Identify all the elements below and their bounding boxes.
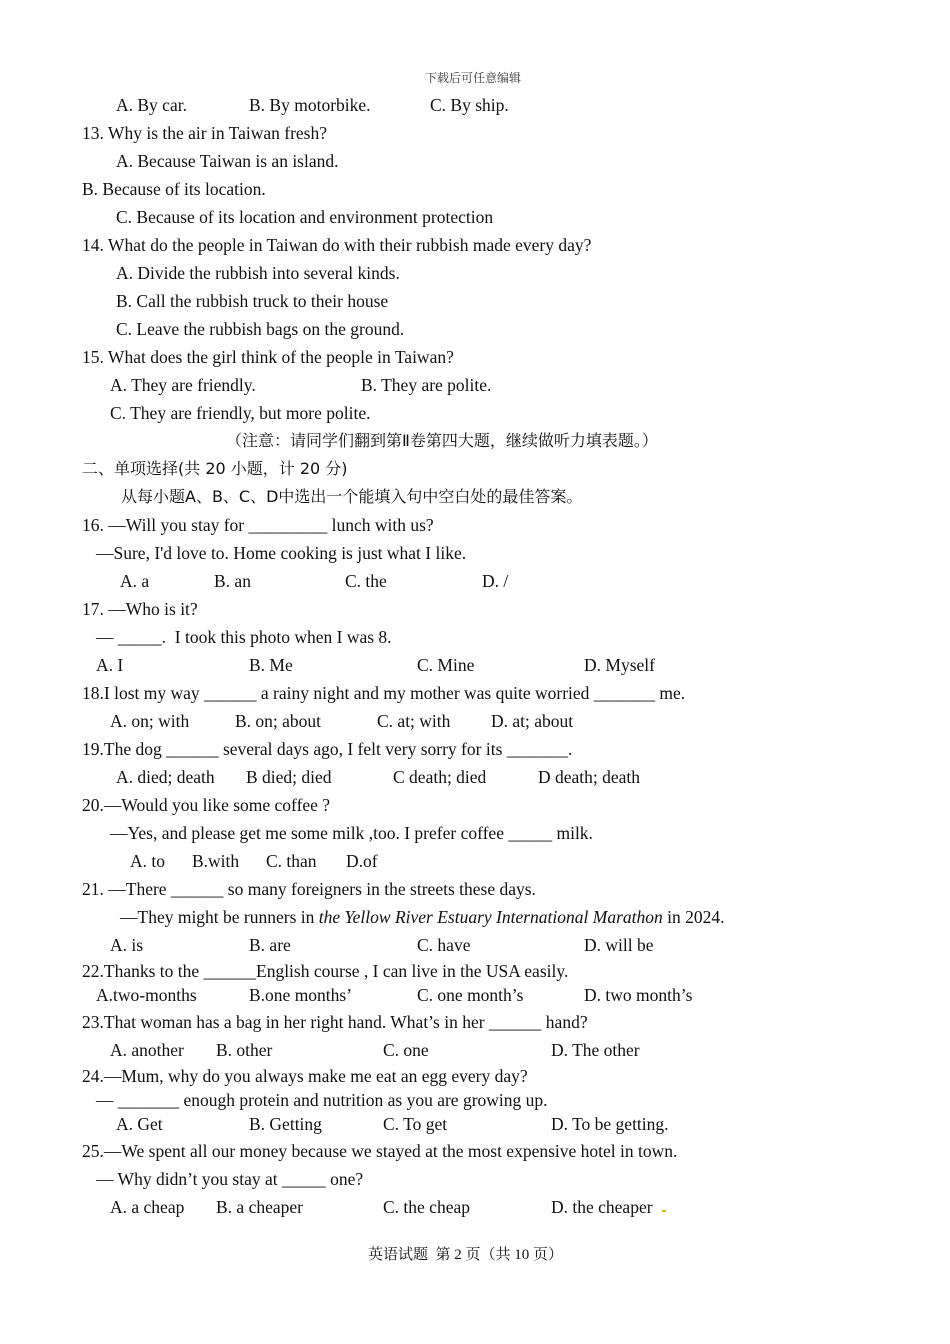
q16-reply: —Sure, I'd love to. Home cooking is just what I like. bbox=[96, 543, 467, 563]
q12-option-a: A. By car. bbox=[116, 95, 187, 115]
q20-stem: 20.—Would you like some coffee ? bbox=[82, 795, 331, 815]
q16-option-b: B. an bbox=[214, 571, 251, 591]
q24-option-a: A. Get bbox=[116, 1114, 163, 1134]
q21-event-name: the Yellow River Estuary International Marathon bbox=[318, 907, 663, 927]
q24-option-c: C. To get bbox=[383, 1114, 448, 1134]
header-note: 下载后可任意编辑 bbox=[425, 71, 522, 85]
q22-option-c: C. one month’s bbox=[417, 985, 524, 1005]
q17-option-a: A. I bbox=[96, 655, 124, 675]
q20-option-a: A. to bbox=[130, 851, 165, 871]
q20-option-c: C. than bbox=[266, 851, 317, 871]
q12-option-c: C. By ship. bbox=[430, 95, 509, 115]
q21-option-a: A. is bbox=[110, 935, 144, 955]
q18-option-d: D. at; about bbox=[491, 711, 574, 731]
q18-option-b: B. on; about bbox=[235, 711, 322, 731]
q15-option-b: B. They are polite. bbox=[361, 375, 492, 395]
q23-stem: 23.That woman has a bag in her right hand. What’s in her ______ hand? bbox=[82, 1012, 588, 1032]
q23-option-d: D. The other bbox=[551, 1040, 640, 1060]
q25-option-c: C. the cheap bbox=[383, 1197, 470, 1217]
q16-option-d: D. / bbox=[482, 571, 509, 591]
q21-stem: 21. —There ______ so many foreigners in the streets these days. bbox=[82, 879, 536, 899]
q13-option-c: C. Because of its location and environment protection bbox=[116, 207, 494, 227]
q14-option-b: B. Call the rubbish truck to their house bbox=[116, 291, 389, 311]
q25-option-d: D. the cheaper bbox=[551, 1197, 653, 1217]
page-footer: 英语试题 第 2 页（共 10 页） bbox=[368, 1247, 564, 1263]
q17-stem: 17. —Who is it? bbox=[82, 599, 198, 619]
q17-option-c: C. Mine bbox=[417, 655, 475, 675]
q13-option-a: A. Because Taiwan is an island. bbox=[116, 151, 339, 171]
section-title: 二、单项选择(共 20 小题，计 20 分) bbox=[82, 459, 348, 478]
q21-option-c: C. have bbox=[417, 935, 471, 955]
q13-option-b: B. Because of its location. bbox=[82, 179, 266, 199]
q20-option-b: B.with bbox=[192, 851, 240, 871]
q15-option-c: C. They are friendly, but more polite. bbox=[110, 403, 371, 423]
q25-stem: 25.—We spent all our money because we stayed at the most expensive hotel in town. bbox=[82, 1141, 678, 1161]
q22-option-b: B.one months’ bbox=[249, 985, 353, 1005]
q18-option-a: A. on; with bbox=[110, 711, 190, 731]
q20-option-d: D.of bbox=[346, 851, 378, 871]
q12-option-b: B. By motorbike. bbox=[249, 95, 371, 115]
q13-stem: 13. Why is the air in Taiwan fresh? bbox=[82, 123, 328, 143]
q16-option-a: A. a bbox=[120, 571, 150, 591]
q14-option-a: A. Divide the rubbish into several kinds. bbox=[116, 263, 400, 283]
q24-option-d: D. To be getting. bbox=[551, 1114, 669, 1134]
q25-option-b: B. a cheaper bbox=[216, 1197, 303, 1217]
q25-option-a: A. a cheap bbox=[110, 1197, 185, 1217]
q19-option-b: B died; died bbox=[246, 767, 332, 787]
q21-reply bbox=[120, 905, 725, 929]
q22-option-a: A.two-months bbox=[96, 985, 197, 1005]
q21-option-d: D. will be bbox=[584, 935, 654, 955]
q16-stem: 16. —Will you stay for _________ lunch with us? bbox=[82, 515, 434, 535]
q19-option-c: C death; died bbox=[393, 767, 487, 787]
q19-option-d: D death; death bbox=[538, 767, 641, 787]
q15-stem: 15. What does the girl think of the people in Taiwan? bbox=[82, 347, 454, 367]
q23-option-c: C. one bbox=[383, 1040, 429, 1060]
q18-option-c: C. at; with bbox=[377, 711, 451, 731]
q21-reply-suffix: in 2024. bbox=[662, 907, 725, 927]
q24-option-b: B. Getting bbox=[249, 1114, 322, 1134]
q20-reply: —Yes, and please get me some milk ,too. I prefer coffee _____ milk. bbox=[110, 823, 593, 843]
section-instruction: 从每小题A、B、C、D中选出一个能填入句中空白处的最佳答案。 bbox=[121, 487, 583, 506]
q21-option-b: B. are bbox=[249, 935, 291, 955]
q16-option-c: C. the bbox=[345, 571, 387, 591]
q14-option-c: C. Leave the rubbish bags on the ground. bbox=[116, 319, 405, 339]
q24-reply: — _______ enough protein and nutrition as you are growing up. bbox=[96, 1090, 548, 1110]
q21-reply-prefix: —They might be runners in bbox=[120, 907, 319, 927]
q22-option-d: D. two month’s bbox=[584, 985, 693, 1005]
q23-option-b: B. other bbox=[216, 1040, 273, 1060]
listening-notice: （注意：请同学们翻到第Ⅱ卷第四大题，继续做听力填表题。） bbox=[226, 431, 658, 450]
q14-stem: 14. What do the people in Taiwan do with their rubbish made every day? bbox=[82, 235, 592, 255]
q19-stem: 19.The dog ______ several days ago, I felt very sorry for its _______. bbox=[82, 739, 573, 759]
q23-option-a: A. another bbox=[110, 1040, 184, 1060]
q24-stem: 24.—Mum, why do you always make me eat an egg every day? bbox=[82, 1066, 528, 1086]
q17-reply: — _____. I took this photo when I was 8. bbox=[96, 627, 392, 647]
q19-option-a: A. died; death bbox=[116, 767, 215, 787]
q22-stem: 22.Thanks to the ______English course , I can live in the USA easily. bbox=[82, 961, 569, 981]
text-cursor-mark bbox=[662, 1210, 666, 1212]
q17-option-b: B. Me bbox=[249, 655, 293, 675]
q15-option-a: A. They are friendly. bbox=[110, 375, 256, 395]
q18-stem: 18.I lost my way ______ a rainy night and my mother was quite worried _______ me. bbox=[82, 683, 686, 703]
q25-reply: — Why didn’t you stay at _____ one? bbox=[96, 1169, 364, 1189]
q17-option-d: D. Myself bbox=[584, 655, 655, 675]
